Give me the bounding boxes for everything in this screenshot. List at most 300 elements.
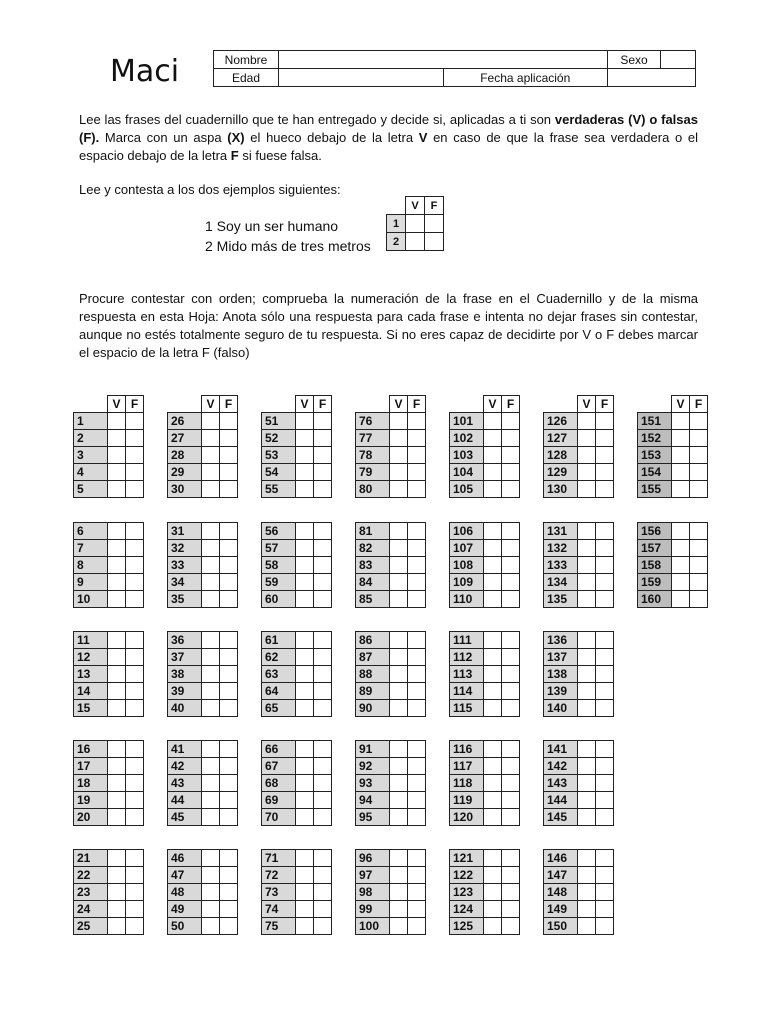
answer-cell-f[interactable] [126, 792, 144, 809]
answer-cell-f[interactable] [502, 775, 520, 792]
answer-cell-v[interactable] [202, 884, 220, 901]
answer-cell-v[interactable] [390, 540, 408, 557]
answer-cell-f[interactable] [220, 523, 238, 540]
answer-cell-v[interactable] [296, 792, 314, 809]
answer-cell-f[interactable] [690, 430, 708, 447]
answer-cell-v[interactable] [390, 683, 408, 700]
answer-cell-v[interactable] [578, 523, 596, 540]
answer-cell-f[interactable] [596, 649, 614, 666]
answer-cell-f[interactable] [126, 700, 144, 717]
answer-cell-f[interactable] [596, 413, 614, 430]
answer-cell-f[interactable] [220, 464, 238, 481]
answer-cell-v[interactable] [296, 632, 314, 649]
answer-cell-f[interactable] [502, 809, 520, 826]
answer-cell-v[interactable] [108, 700, 126, 717]
answer-cell-f[interactable] [408, 481, 426, 498]
answer-cell-v[interactable] [202, 540, 220, 557]
answer-cell-v[interactable] [484, 901, 502, 918]
answer-cell-f[interactable] [126, 574, 144, 591]
answer-cell-v[interactable] [390, 649, 408, 666]
answer-cell-f[interactable] [690, 540, 708, 557]
answer-cell-v[interactable] [578, 867, 596, 884]
answer-cell-v[interactable] [202, 557, 220, 574]
answer-cell-f[interactable] [408, 775, 426, 792]
answer-cell-v[interactable] [108, 867, 126, 884]
answer-cell-f[interactable] [596, 540, 614, 557]
answer-cell-v[interactable] [202, 918, 220, 935]
answer-cell-f[interactable] [126, 481, 144, 498]
answer-cell-f[interactable] [126, 867, 144, 884]
answer-cell-f[interactable] [126, 809, 144, 826]
answer-cell-v[interactable] [202, 683, 220, 700]
answer-cell-v[interactable] [672, 574, 690, 591]
answer-cell-v[interactable] [202, 741, 220, 758]
answer-cell-f[interactable] [408, 464, 426, 481]
answer-cell-v[interactable] [108, 649, 126, 666]
answer-cell-f[interactable] [220, 540, 238, 557]
answer-cell-f[interactable] [314, 447, 332, 464]
answer-cell-f[interactable] [314, 901, 332, 918]
answer-cell-v[interactable] [202, 758, 220, 775]
answer-cell-f[interactable] [314, 809, 332, 826]
answer-cell-f[interactable] [596, 447, 614, 464]
answer-cell-v[interactable] [390, 413, 408, 430]
answer-cell-f[interactable] [408, 850, 426, 867]
answer-cell-f[interactable] [408, 901, 426, 918]
answer-cell-v[interactable] [484, 809, 502, 826]
edad-field[interactable] [279, 69, 444, 87]
answer-cell-f[interactable] [314, 523, 332, 540]
answer-cell-f[interactable] [126, 557, 144, 574]
answer-cell-v[interactable] [202, 481, 220, 498]
answer-cell-f[interactable] [220, 447, 238, 464]
answer-cell-v[interactable] [390, 430, 408, 447]
answer-cell-f[interactable] [314, 850, 332, 867]
answer-cell-v[interactable] [390, 557, 408, 574]
answer-cell-f[interactable] [502, 413, 520, 430]
answer-cell-v[interactable] [108, 591, 126, 608]
answer-cell-f[interactable] [220, 884, 238, 901]
answer-cell-f[interactable] [408, 884, 426, 901]
answer-cell-v[interactable] [108, 683, 126, 700]
answer-cell-v[interactable] [578, 884, 596, 901]
answer-cell-v[interactable] [484, 413, 502, 430]
answer-cell-f[interactable] [408, 632, 426, 649]
answer-cell-f[interactable] [425, 233, 444, 251]
answer-cell-v[interactable] [390, 792, 408, 809]
answer-cell-v[interactable] [484, 649, 502, 666]
answer-cell-f[interactable] [126, 464, 144, 481]
answer-cell-f[interactable] [220, 792, 238, 809]
answer-cell-f[interactable] [126, 741, 144, 758]
answer-cell-f[interactable] [220, 901, 238, 918]
answer-cell-f[interactable] [314, 700, 332, 717]
answer-cell-v[interactable] [578, 666, 596, 683]
answer-cell-v[interactable] [296, 447, 314, 464]
answer-cell-f[interactable] [408, 741, 426, 758]
answer-cell-v[interactable] [296, 775, 314, 792]
answer-cell-f[interactable] [502, 591, 520, 608]
answer-cell-v[interactable] [484, 574, 502, 591]
answer-cell-f[interactable] [314, 649, 332, 666]
answer-cell-v[interactable] [672, 413, 690, 430]
answer-cell-v[interactable] [390, 700, 408, 717]
answer-cell-v[interactable] [202, 632, 220, 649]
answer-cell-v[interactable] [390, 918, 408, 935]
answer-cell-f[interactable] [408, 540, 426, 557]
answer-cell-f[interactable] [502, 430, 520, 447]
answer-cell-v[interactable] [672, 523, 690, 540]
answer-cell-f[interactable] [126, 666, 144, 683]
answer-cell-f[interactable] [408, 413, 426, 430]
answer-cell-f[interactable] [596, 884, 614, 901]
answer-cell-v[interactable] [578, 557, 596, 574]
answer-cell-v[interactable] [108, 809, 126, 826]
answer-cell-f[interactable] [126, 884, 144, 901]
answer-cell-f[interactable] [126, 430, 144, 447]
answer-cell-f[interactable] [596, 901, 614, 918]
answer-cell-v[interactable] [296, 591, 314, 608]
nombre-field[interactable] [279, 51, 608, 69]
answer-cell-f[interactable] [502, 901, 520, 918]
answer-cell-f[interactable] [220, 591, 238, 608]
answer-cell-v[interactable] [578, 918, 596, 935]
answer-cell-f[interactable] [596, 666, 614, 683]
answer-cell-v[interactable] [484, 884, 502, 901]
answer-cell-f[interactable] [220, 430, 238, 447]
answer-cell-f[interactable] [314, 775, 332, 792]
answer-cell-f[interactable] [408, 591, 426, 608]
answer-cell-v[interactable] [390, 884, 408, 901]
answer-cell-f[interactable] [126, 683, 144, 700]
answer-cell-v[interactable] [108, 540, 126, 557]
answer-cell-f[interactable] [126, 775, 144, 792]
answer-cell-v[interactable] [296, 867, 314, 884]
answer-cell-f[interactable] [314, 867, 332, 884]
answer-cell-f[interactable] [126, 918, 144, 935]
answer-cell-f[interactable] [408, 447, 426, 464]
answer-cell-f[interactable] [596, 809, 614, 826]
answer-cell-v[interactable] [390, 523, 408, 540]
answer-cell-v[interactable] [202, 666, 220, 683]
answer-cell-v[interactable] [108, 741, 126, 758]
answer-cell-f[interactable] [314, 884, 332, 901]
answer-cell-f[interactable] [690, 591, 708, 608]
answer-cell-f[interactable] [408, 666, 426, 683]
answer-cell-v[interactable] [202, 867, 220, 884]
answer-cell-v[interactable] [578, 540, 596, 557]
answer-cell-f[interactable] [126, 649, 144, 666]
answer-cell-f[interactable] [502, 649, 520, 666]
answer-cell-f[interactable] [690, 481, 708, 498]
answer-cell-f[interactable] [220, 741, 238, 758]
answer-cell-f[interactable] [596, 775, 614, 792]
answer-cell-v[interactable] [406, 215, 425, 233]
answer-cell-v[interactable] [296, 700, 314, 717]
answer-cell-v[interactable] [672, 591, 690, 608]
answer-cell-f[interactable] [425, 215, 444, 233]
answer-cell-f[interactable] [220, 700, 238, 717]
answer-cell-v[interactable] [296, 430, 314, 447]
fecha-field[interactable] [608, 69, 696, 87]
answer-cell-f[interactable] [502, 540, 520, 557]
answer-cell-v[interactable] [202, 700, 220, 717]
answer-cell-f[interactable] [690, 464, 708, 481]
answer-cell-v[interactable] [578, 632, 596, 649]
answer-cell-f[interactable] [502, 867, 520, 884]
answer-cell-v[interactable] [108, 792, 126, 809]
answer-cell-f[interactable] [690, 523, 708, 540]
answer-cell-f[interactable] [502, 683, 520, 700]
answer-cell-f[interactable] [596, 758, 614, 775]
answer-cell-v[interactable] [484, 540, 502, 557]
answer-cell-v[interactable] [108, 447, 126, 464]
answer-cell-f[interactable] [408, 758, 426, 775]
answer-cell-v[interactable] [484, 557, 502, 574]
answer-cell-f[interactable] [502, 464, 520, 481]
answer-cell-v[interactable] [672, 447, 690, 464]
answer-cell-f[interactable] [502, 792, 520, 809]
answer-cell-v[interactable] [390, 867, 408, 884]
answer-cell-f[interactable] [126, 758, 144, 775]
answer-cell-f[interactable] [596, 792, 614, 809]
answer-cell-f[interactable] [314, 591, 332, 608]
answer-cell-v[interactable] [390, 574, 408, 591]
answer-cell-v[interactable] [296, 901, 314, 918]
answer-cell-v[interactable] [484, 867, 502, 884]
answer-cell-f[interactable] [502, 557, 520, 574]
answer-cell-v[interactable] [108, 775, 126, 792]
answer-cell-v[interactable] [296, 649, 314, 666]
answer-cell-f[interactable] [220, 867, 238, 884]
answer-cell-f[interactable] [314, 741, 332, 758]
answer-cell-f[interactable] [408, 918, 426, 935]
answer-cell-f[interactable] [408, 700, 426, 717]
answer-cell-v[interactable] [202, 430, 220, 447]
answer-cell-f[interactable] [314, 632, 332, 649]
answer-cell-f[interactable] [220, 775, 238, 792]
answer-cell-v[interactable] [202, 850, 220, 867]
answer-cell-v[interactable] [108, 850, 126, 867]
answer-cell-v[interactable] [484, 700, 502, 717]
answer-cell-v[interactable] [484, 481, 502, 498]
answer-cell-v[interactable] [390, 632, 408, 649]
answer-cell-f[interactable] [314, 918, 332, 935]
answer-cell-f[interactable] [502, 700, 520, 717]
answer-cell-v[interactable] [390, 775, 408, 792]
answer-cell-f[interactable] [314, 430, 332, 447]
answer-cell-f[interactable] [502, 758, 520, 775]
answer-cell-f[interactable] [408, 649, 426, 666]
answer-cell-f[interactable] [314, 413, 332, 430]
answer-cell-f[interactable] [690, 557, 708, 574]
answer-cell-f[interactable] [596, 867, 614, 884]
answer-cell-v[interactable] [296, 523, 314, 540]
answer-cell-v[interactable] [108, 481, 126, 498]
answer-cell-v[interactable] [108, 758, 126, 775]
answer-cell-v[interactable] [406, 233, 425, 251]
answer-cell-v[interactable] [296, 557, 314, 574]
answer-cell-v[interactable] [202, 775, 220, 792]
answer-cell-v[interactable] [202, 809, 220, 826]
answer-cell-v[interactable] [672, 557, 690, 574]
answer-cell-f[interactable] [502, 481, 520, 498]
answer-cell-f[interactable] [220, 850, 238, 867]
answer-cell-v[interactable] [296, 809, 314, 826]
answer-cell-v[interactable] [484, 430, 502, 447]
answer-cell-v[interactable] [202, 591, 220, 608]
answer-cell-v[interactable] [484, 464, 502, 481]
answer-cell-f[interactable] [502, 884, 520, 901]
answer-cell-f[interactable] [220, 809, 238, 826]
answer-cell-f[interactable] [220, 758, 238, 775]
answer-cell-v[interactable] [202, 464, 220, 481]
answer-cell-v[interactable] [578, 741, 596, 758]
answer-cell-v[interactable] [108, 430, 126, 447]
answer-cell-f[interactable] [314, 540, 332, 557]
answer-cell-f[interactable] [502, 918, 520, 935]
answer-cell-f[interactable] [408, 809, 426, 826]
answer-cell-v[interactable] [390, 447, 408, 464]
answer-cell-v[interactable] [484, 741, 502, 758]
answer-cell-f[interactable] [126, 632, 144, 649]
answer-cell-f[interactable] [408, 430, 426, 447]
answer-cell-f[interactable] [596, 850, 614, 867]
answer-cell-f[interactable] [126, 850, 144, 867]
answer-cell-v[interactable] [108, 884, 126, 901]
answer-cell-v[interactable] [296, 884, 314, 901]
answer-cell-f[interactable] [126, 540, 144, 557]
answer-cell-v[interactable] [108, 464, 126, 481]
answer-cell-f[interactable] [596, 632, 614, 649]
answer-cell-v[interactable] [484, 591, 502, 608]
answer-cell-f[interactable] [596, 683, 614, 700]
answer-cell-f[interactable] [314, 464, 332, 481]
answer-cell-v[interactable] [578, 574, 596, 591]
answer-cell-f[interactable] [126, 413, 144, 430]
answer-cell-f[interactable] [126, 523, 144, 540]
answer-cell-v[interactable] [202, 413, 220, 430]
answer-cell-f[interactable] [220, 413, 238, 430]
answer-cell-v[interactable] [108, 918, 126, 935]
answer-cell-f[interactable] [126, 901, 144, 918]
answer-cell-f[interactable] [314, 557, 332, 574]
answer-cell-f[interactable] [502, 632, 520, 649]
answer-cell-v[interactable] [296, 758, 314, 775]
answer-cell-v[interactable] [296, 413, 314, 430]
answer-cell-v[interactable] [390, 591, 408, 608]
answer-cell-v[interactable] [578, 809, 596, 826]
answer-cell-v[interactable] [296, 741, 314, 758]
answer-cell-v[interactable] [578, 447, 596, 464]
answer-cell-v[interactable] [390, 481, 408, 498]
answer-cell-f[interactable] [220, 683, 238, 700]
answer-cell-f[interactable] [408, 523, 426, 540]
answer-cell-v[interactable] [296, 464, 314, 481]
answer-cell-f[interactable] [220, 666, 238, 683]
answer-cell-v[interactable] [578, 430, 596, 447]
answer-cell-f[interactable] [220, 574, 238, 591]
answer-cell-v[interactable] [484, 775, 502, 792]
answer-cell-v[interactable] [296, 850, 314, 867]
answer-cell-v[interactable] [672, 464, 690, 481]
sexo-field[interactable] [661, 51, 696, 69]
answer-cell-v[interactable] [484, 918, 502, 935]
answer-cell-v[interactable] [578, 775, 596, 792]
answer-cell-v[interactable] [202, 649, 220, 666]
answer-cell-v[interactable] [296, 683, 314, 700]
answer-cell-v[interactable] [578, 901, 596, 918]
answer-cell-v[interactable] [296, 481, 314, 498]
answer-cell-f[interactable] [314, 666, 332, 683]
answer-cell-v[interactable] [108, 901, 126, 918]
answer-cell-f[interactable] [596, 523, 614, 540]
answer-cell-v[interactable] [484, 850, 502, 867]
answer-cell-f[interactable] [596, 918, 614, 935]
answer-cell-f[interactable] [502, 447, 520, 464]
answer-cell-f[interactable] [596, 574, 614, 591]
answer-cell-v[interactable] [202, 901, 220, 918]
answer-cell-f[interactable] [596, 557, 614, 574]
answer-cell-v[interactable] [390, 666, 408, 683]
answer-cell-f[interactable] [314, 683, 332, 700]
answer-cell-v[interactable] [484, 666, 502, 683]
answer-cell-f[interactable] [690, 447, 708, 464]
answer-cell-v[interactable] [296, 540, 314, 557]
answer-cell-v[interactable] [578, 792, 596, 809]
answer-cell-v[interactable] [578, 649, 596, 666]
answer-cell-f[interactable] [502, 574, 520, 591]
answer-cell-v[interactable] [108, 523, 126, 540]
answer-cell-v[interactable] [578, 758, 596, 775]
answer-cell-v[interactable] [578, 591, 596, 608]
answer-cell-v[interactable] [108, 666, 126, 683]
answer-cell-f[interactable] [220, 632, 238, 649]
answer-cell-v[interactable] [484, 758, 502, 775]
answer-cell-v[interactable] [484, 792, 502, 809]
answer-cell-f[interactable] [220, 649, 238, 666]
answer-cell-f[interactable] [596, 464, 614, 481]
answer-cell-f[interactable] [502, 666, 520, 683]
answer-cell-v[interactable] [578, 683, 596, 700]
answer-cell-v[interactable] [578, 850, 596, 867]
answer-cell-v[interactable] [108, 632, 126, 649]
answer-cell-f[interactable] [596, 741, 614, 758]
answer-cell-f[interactable] [408, 792, 426, 809]
answer-cell-f[interactable] [220, 918, 238, 935]
answer-cell-f[interactable] [126, 447, 144, 464]
answer-cell-v[interactable] [390, 758, 408, 775]
answer-cell-v[interactable] [108, 574, 126, 591]
answer-cell-f[interactable] [408, 867, 426, 884]
answer-cell-f[interactable] [596, 481, 614, 498]
answer-cell-v[interactable] [390, 809, 408, 826]
answer-cell-f[interactable] [220, 557, 238, 574]
answer-cell-v[interactable] [296, 666, 314, 683]
answer-cell-v[interactable] [672, 430, 690, 447]
answer-cell-f[interactable] [408, 557, 426, 574]
answer-cell-f[interactable] [502, 741, 520, 758]
answer-cell-v[interactable] [202, 574, 220, 591]
answer-cell-v[interactable] [108, 557, 126, 574]
answer-cell-v[interactable] [484, 632, 502, 649]
answer-cell-f[interactable] [408, 574, 426, 591]
answer-cell-v[interactable] [296, 574, 314, 591]
answer-cell-v[interactable] [672, 481, 690, 498]
answer-cell-f[interactable] [596, 700, 614, 717]
answer-cell-v[interactable] [202, 447, 220, 464]
answer-cell-f[interactable] [596, 591, 614, 608]
